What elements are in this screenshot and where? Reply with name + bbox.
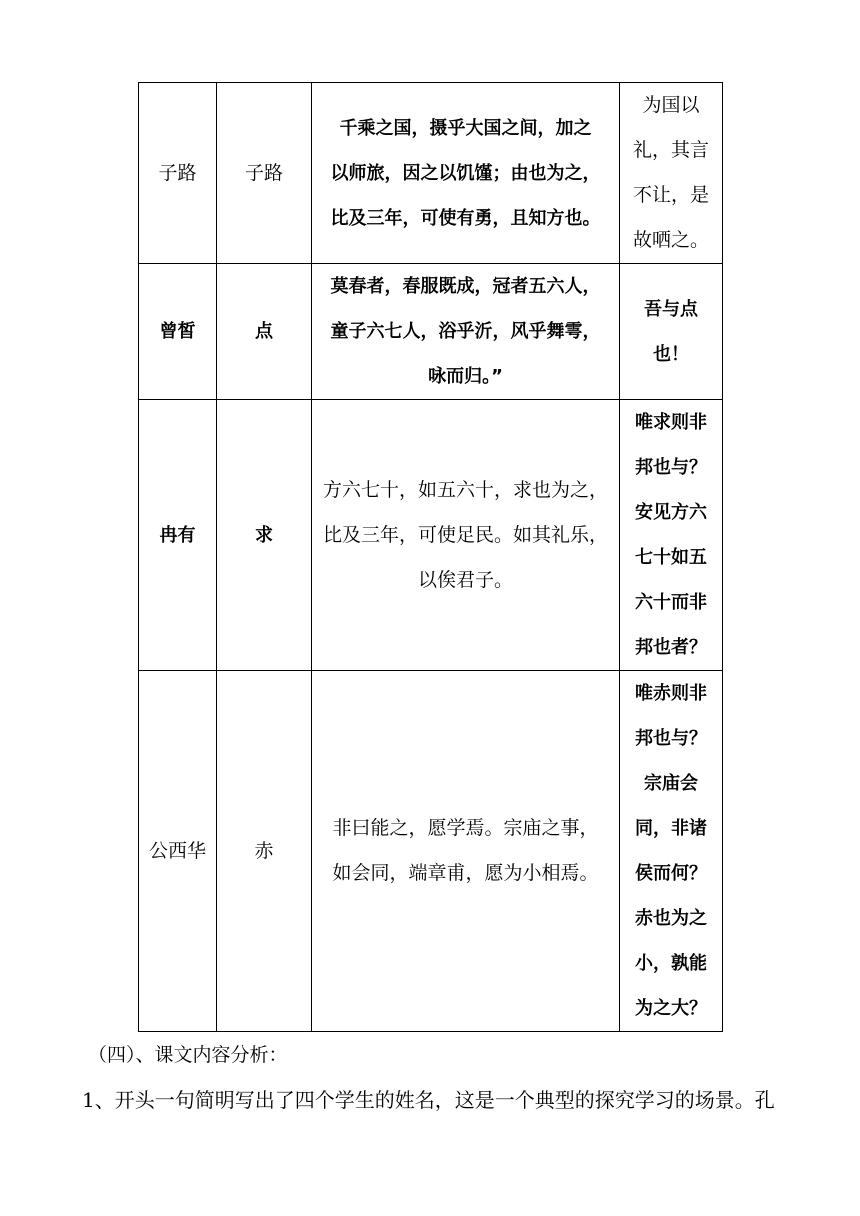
student-name-cell: 子路 [139, 83, 217, 264]
aspiration-cell [312, 264, 620, 400]
student-alias-cell: 点 [217, 264, 312, 400]
student-alias-cell: 子路 [217, 83, 312, 264]
section-heading: （四）、课文内容分析： [88, 1044, 288, 1066]
aspiration-cell [312, 400, 620, 671]
aspiration-text: 莫春者，春服既成，冠者五六人， 童子六七人，浴乎沂，风乎舞雩， 咏而归。” [330, 276, 601, 387]
confucius-comment-cell [620, 264, 723, 400]
student-name-cell: 公西华 [139, 671, 217, 1032]
aspiration-text: 方六七十，如五六十，求也为之， 比及三年，可使足民。如其礼乐， 以俟君子。 [322, 478, 608, 591]
aspiration-text: 非曰能之，愿学焉。宗庙之事， 如会同，端章甫，愿为小相焉。 [332, 817, 599, 884]
student-alias-cell: 赤 [217, 671, 312, 1032]
aspirations-table [138, 82, 723, 1032]
table-row [139, 671, 723, 1032]
student-name-cell: 冉有 [139, 400, 217, 671]
comment-text: 为国以 礼，其言 不让，是 故哂之。 [632, 94, 709, 251]
table-row [139, 83, 723, 264]
aspiration-cell [312, 671, 620, 1032]
table-row [139, 264, 723, 400]
confucius-comment-cell [620, 83, 723, 264]
table-row [139, 400, 723, 671]
analysis-paragraph: 1、开头一句简明写出了四个学生的姓名，这是一个典型的探究学习的场景。孔 [82, 1088, 775, 1112]
comment-text: 唯求则非 邦也与？ 安见方六 七十如五 六十而非 邦也者？ [635, 412, 707, 658]
confucius-comment-cell [620, 671, 723, 1032]
confucius-comment-cell [620, 400, 723, 671]
aspiration-cell [312, 83, 620, 264]
aspiration-text: 千乘之国，摄乎大国之间，加之 以师旅，因之以饥馑；由也为之， 比及三年，可使有勇，且知方也。 [330, 117, 601, 229]
comment-text: 吾与点 也！ [644, 298, 698, 365]
student-name-cell: 曾皙 [139, 264, 217, 400]
comment-text: 唯赤则非 邦也与？ 宗庙会 同，非诸 侯而何？ 赤也为之 小，孰能 为之大？ [635, 683, 707, 1019]
student-alias-cell: 求 [217, 400, 312, 671]
